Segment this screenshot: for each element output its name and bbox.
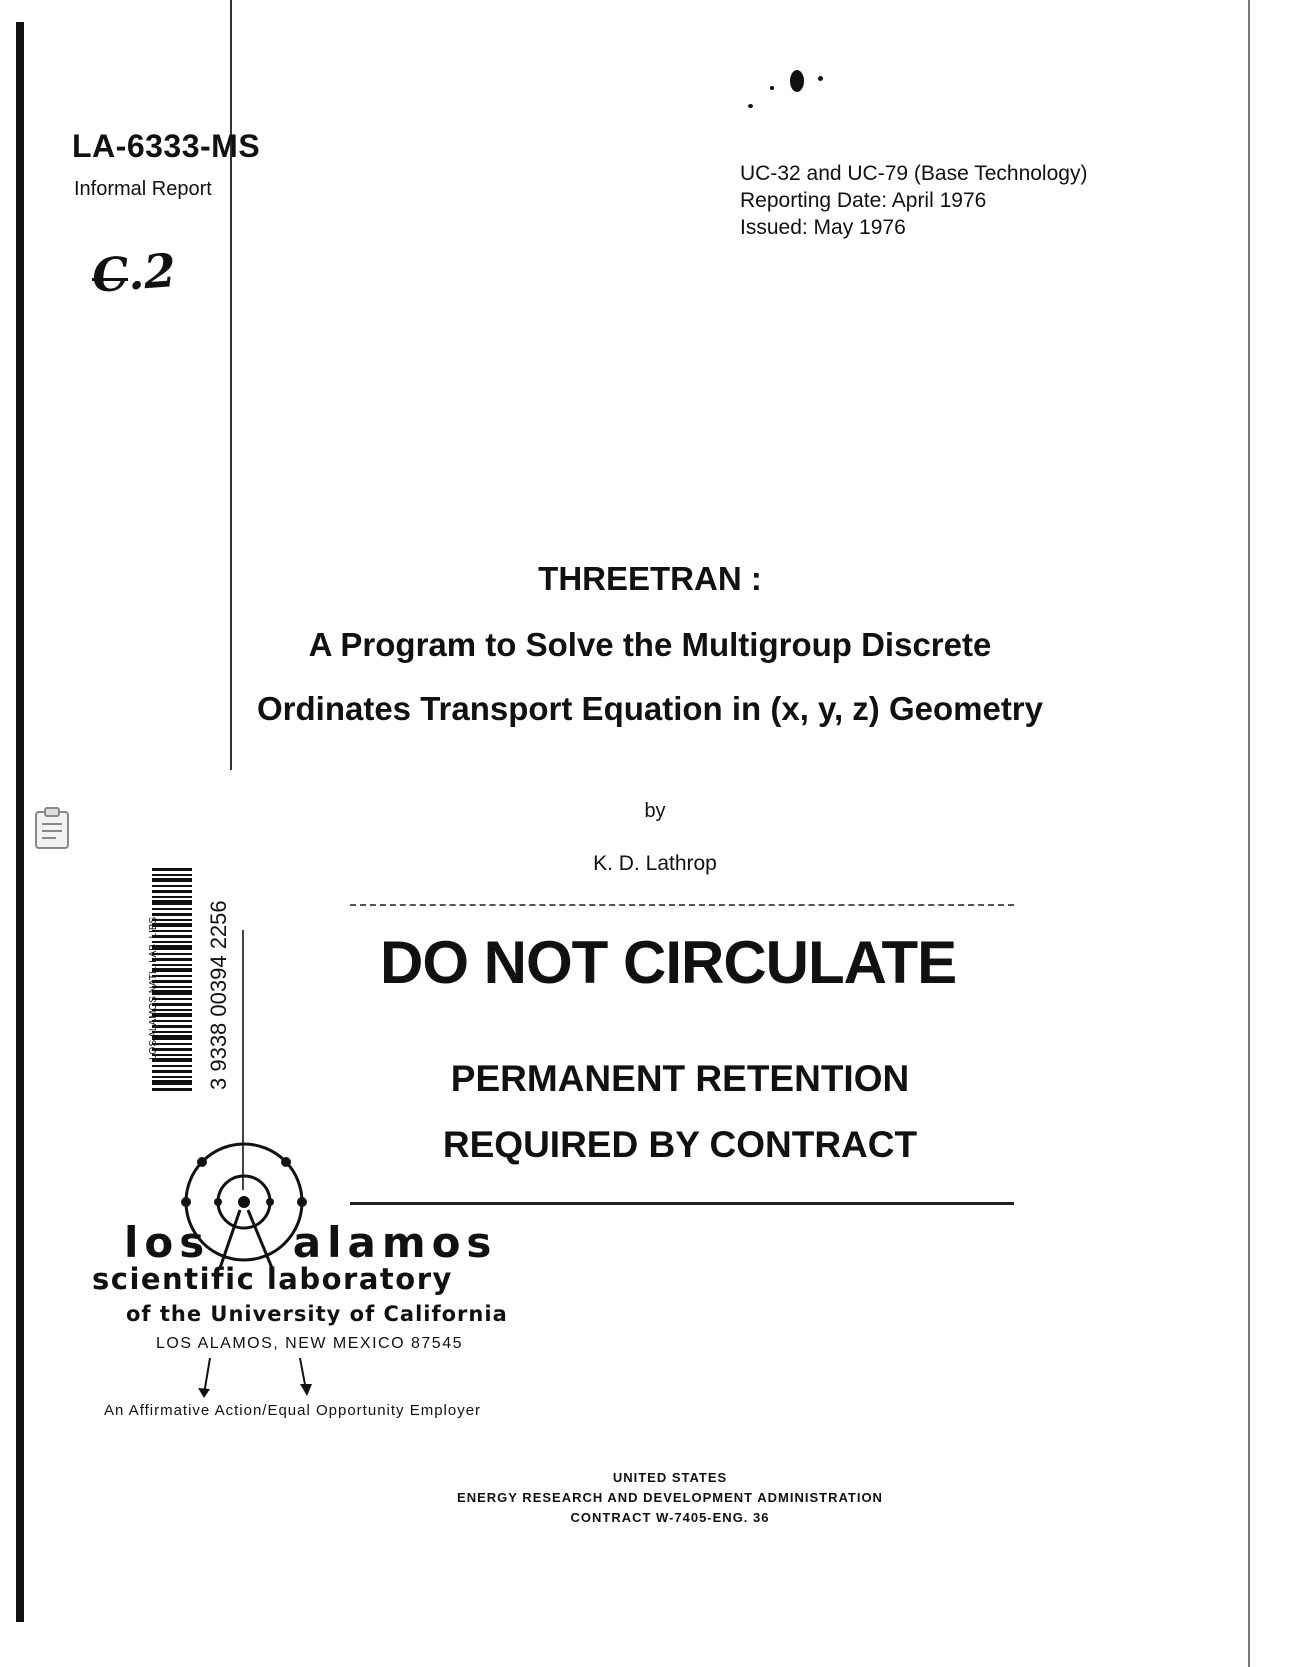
author-name: K. D. Lathrop: [593, 852, 717, 875]
document-notes-icon[interactable]: [34, 806, 70, 850]
document-subtitle-line-1: A Program to Solve the Multigroup Discrete: [308, 626, 992, 663]
stamp-retention-line: PERMANENT RETENTION: [450, 1058, 910, 1099]
scan-ink-speck: [790, 70, 804, 92]
lab-name-los-alamos: los alamos: [124, 1218, 498, 1267]
sponsor-country: UNITED STATES: [612, 1470, 728, 1485]
scan-ink-speck: [748, 104, 753, 108]
document-subtitle-line-2: Ordinates Transport Equation in (x, y, z) Geometry: [256, 690, 1044, 727]
lab-name-scientific-laboratory: scientific laboratory: [92, 1262, 453, 1296]
employer-statement: An Affirmative Action/Equal Opportunity Employer: [104, 1402, 482, 1419]
lab-address: LOS ALAMOS, NEW MEXICO 87545: [156, 1335, 463, 1352]
logo-arrows-icon: [190, 1356, 330, 1405]
barcode-number: 3 9338 00394 2256: [206, 900, 231, 1090]
scan-left-edge-bar: [16, 22, 24, 1622]
barcode-anchor: [0, 0, 1, 1]
scan-ink-speck: [770, 86, 774, 90]
report-type: Informal Report: [74, 178, 212, 200]
handwritten-copy-mark: C.2: [90, 243, 178, 303]
distribution-category: UC-32 and UC-79 (Base Technology): [740, 162, 1088, 185]
stamp-headline: DO NOT CIRCULATE: [380, 929, 957, 996]
lab-affiliation: of the University of California: [126, 1302, 508, 1326]
barcode-caption: LOS ALAMOS NATL. LAB. LIBS.: [148, 914, 159, 1060]
reporting-date: Reporting Date: April 1976: [740, 189, 987, 212]
scan-right-edge: [1248, 0, 1250, 1667]
stamp-contract-line: REQUIRED BY CONTRACT: [442, 1124, 918, 1165]
byline-by: by: [644, 800, 666, 822]
distribution-block: [740, 160, 1087, 241]
report-number: LA-6333-MS: [72, 128, 261, 164]
scan-ink-speck: [818, 76, 823, 81]
issued-date: Issued: May 1976: [740, 216, 906, 239]
document-title: THREETRAN :: [538, 560, 762, 597]
sponsor-agency: ENERGY RESEARCH AND DEVELOPMENT ADMINISTRATION: [457, 1490, 883, 1505]
sponsor-contract: CONTRACT W-7405-ENG. 36: [570, 1510, 770, 1525]
